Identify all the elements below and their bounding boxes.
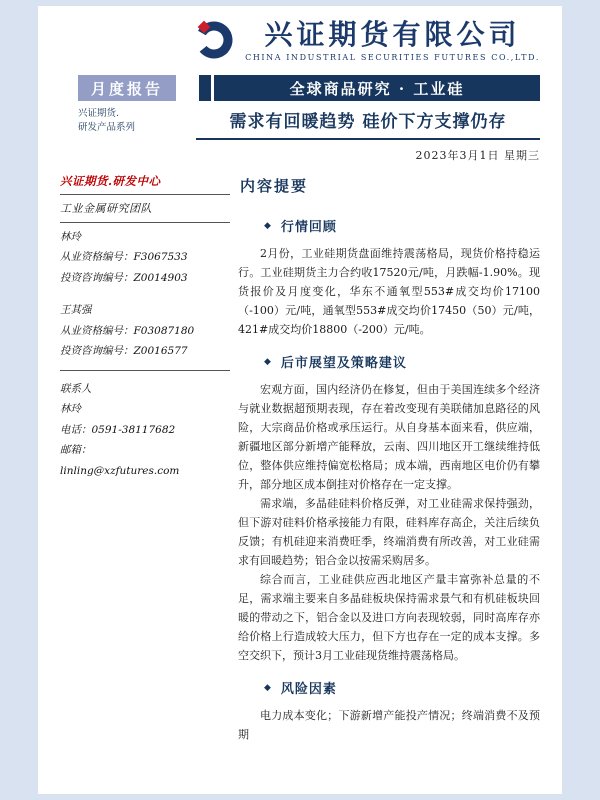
report-content <box>238 171 540 744</box>
section-outlook-strategy <box>238 352 540 665</box>
contact-phone: 电话：0591-38117682 <box>60 423 176 436</box>
divider-block <box>199 75 211 101</box>
section-heading <box>264 678 540 697</box>
title-underline-area <box>196 107 540 140</box>
analyst-license: 从业资格编号：F03087180 <box>60 324 195 337</box>
analyst-name: 王其强 <box>60 304 92 317</box>
paragraph: 宏观方面，国内经济仍在修复，但由于美国连续多个经济与就业数据超预期表现，存在着改变现有美联储加息路径的风险，大宗商品价格或承压运行。从自身基本面来看，供应端，新疆地区部分新增产能释放，云南、四川地区开工继续维持低位，整体供应维持偏宽松格局；成本端，西南地区电价仍有攀升，部分地区成本倒挂对价格存在一定支撑。 <box>238 383 540 491</box>
report-title: 需求有回暖趋势 硅价下方支撑仍存 <box>229 112 507 132</box>
analyst-license: 投资咨询编号：Z0016577 <box>60 345 188 358</box>
summary-title: 内容提要 <box>240 177 309 195</box>
brand-header <box>60 16 540 66</box>
analyst-license: 投资咨询编号：Z0014903 <box>60 271 188 284</box>
section-risk-factors <box>238 678 540 744</box>
company-name: 兴证期货有限公司 <box>264 18 521 52</box>
body-columns <box>60 171 540 744</box>
section-heading-label: 后市展望及策略建议 <box>280 356 407 371</box>
research-center-label: 兴证期货.研发中心 <box>60 174 161 188</box>
section-heading-label: 风险因素 <box>280 682 337 697</box>
report-page <box>38 6 562 794</box>
title-row <box>60 107 540 140</box>
team-label: 工业金属研究团队 <box>60 202 152 215</box>
section-heading <box>264 352 540 371</box>
paragraph: 电力成本变化；下游新增产能投产情况；终端消费不及预期 <box>238 709 540 741</box>
series-line-2: 研发产品系列 <box>78 122 136 134</box>
contact-block <box>60 371 230 481</box>
research-category-banner: 全球商品研究 · 工业硅 <box>214 75 540 101</box>
analyst-license: 从业资格编号：F3067533 <box>60 251 188 264</box>
company-logo-icon <box>191 16 237 66</box>
header-band <box>60 75 540 101</box>
analyst-sidebar <box>60 171 230 744</box>
diamond-bullet-icon: ◆ <box>264 682 272 693</box>
series-line-1: 兴证期货. <box>78 108 120 119</box>
contact-email-label: 邮箱： <box>60 444 92 457</box>
report-date: 2023年3月1日 星期三 <box>415 149 540 162</box>
company-name-en: CHINA INDUSTRIAL SECURITIES FUTURES CO.,LTD. <box>245 52 540 62</box>
contact-label: 联系人 <box>60 382 92 395</box>
series-label <box>60 107 196 140</box>
section-heading <box>264 216 540 235</box>
analyst-entry <box>60 296 230 369</box>
section-heading-label: 行情回顾 <box>280 220 337 235</box>
contact-email: linling@xzfutures.com <box>60 464 180 477</box>
report-type-badge: 月度报告 <box>78 75 176 101</box>
analyst-name: 林玲 <box>60 231 81 243</box>
paragraph: 2月份，工业硅期货盘面维持震荡格局，现货价格持稳运行。工业硅期货主力合约收17520元/吨，月跌幅-1.90%。现货报价及月度变化，华东不通氧型553#成交均价17100（-100）元/吨，通氧型553#成交均价17450（50）元/吨，421#成交均价18800（-200）元/吨。 <box>238 247 540 336</box>
paragraph: 综合而言，工业硅供应西北地区产量丰富弥补总量的不足，需求端主要来自多晶硅板块保持需求景气和有机硅板块回暖的带动之下，铝合金以及进口方向表现较弱，同时高库存亦给价格上行造成较大压力，但下方也存在一定的成本支撑。多空交织下，预计3月工业硅现货维持震荡格局。 <box>238 573 540 662</box>
company-title-block <box>245 20 540 62</box>
section-market-review <box>238 216 540 339</box>
contact-name: 林玲 <box>60 403 81 416</box>
analyst-entry <box>60 223 230 296</box>
diamond-bullet-icon: ◆ <box>264 220 272 231</box>
diamond-bullet-icon: ◆ <box>264 356 272 367</box>
paragraph: 需求端，多晶硅硅料价格反弹，对工业硅需求保持强劲，但下游对硅料价格承接能力有限，硅料库存高企，关注后续负反馈；有机硅迎来消费旺季，终端消费有所改善，对工业硅需求有回暖趋势；铝合金以按需采购居多。 <box>238 497 540 567</box>
